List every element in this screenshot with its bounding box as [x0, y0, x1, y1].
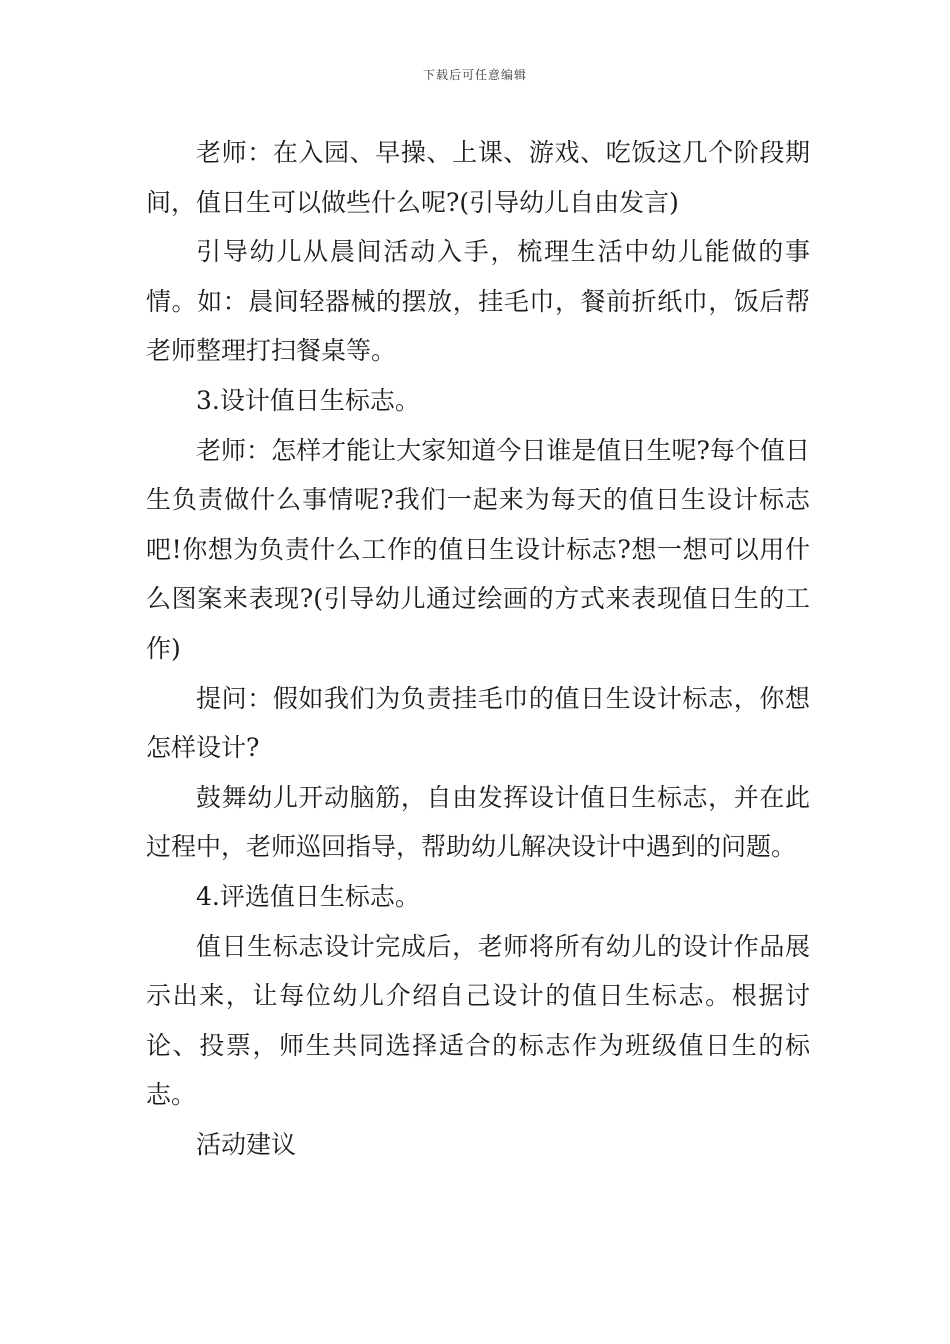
header-note: 下载后可任意编辑 — [422, 68, 527, 82]
paragraph-teacher-design: 老师：怎样才能让大家知道今日谁是值日生呢?每个值日生负责做什么事情呢?我们一起来为每天的值日生设计标志吧!你想为负责什么工作的值日生设计标志?想一想可以用什么图案来表现?(引导幼儿通过绘画的方式来表现值日生的工作) — [146, 435, 810, 663]
paragraph-selection: 值日生标志设计完成后，老师将所有幼儿的设计作品展示出来，让每位幼儿介绍自己设计的值日生标志。根据讨论、投票，师生共同选择适合的标志作为班级值日生的标志。 — [146, 931, 810, 1110]
section-heading-design: 3.设计值日生标志。 — [196, 385, 420, 415]
paragraph-question-towel: 提问：假如我们为负责挂毛巾的值日生设计标志，你想怎样设计? — [146, 683, 810, 763]
paragraph-encourage: 鼓舞幼儿开动脑筋，自由发挥设计值日生标志，并在此过程中，老师巡回指导，帮助幼儿解决设计中遇到的问题。 — [146, 782, 810, 862]
paragraph-guide-morning: 引导幼儿从晨间活动入手，梳理生活中幼儿能做的事情。如：晨间轻器械的摆放，挂毛巾，餐前折纸巾，饭后帮老师整理打扫餐桌等。 — [146, 237, 810, 366]
document-body — [146, 128, 810, 1169]
section-heading-suggestions: 活动建议 — [196, 1129, 297, 1159]
paragraph-teacher-question: 老师：在入园、早操、上课、游戏、吃饭这几个阶段期间，值日生可以做些什么呢?(引导幼儿自由发言) — [146, 138, 810, 217]
section-heading-select: 4.评选值日生标志。 — [196, 881, 420, 911]
